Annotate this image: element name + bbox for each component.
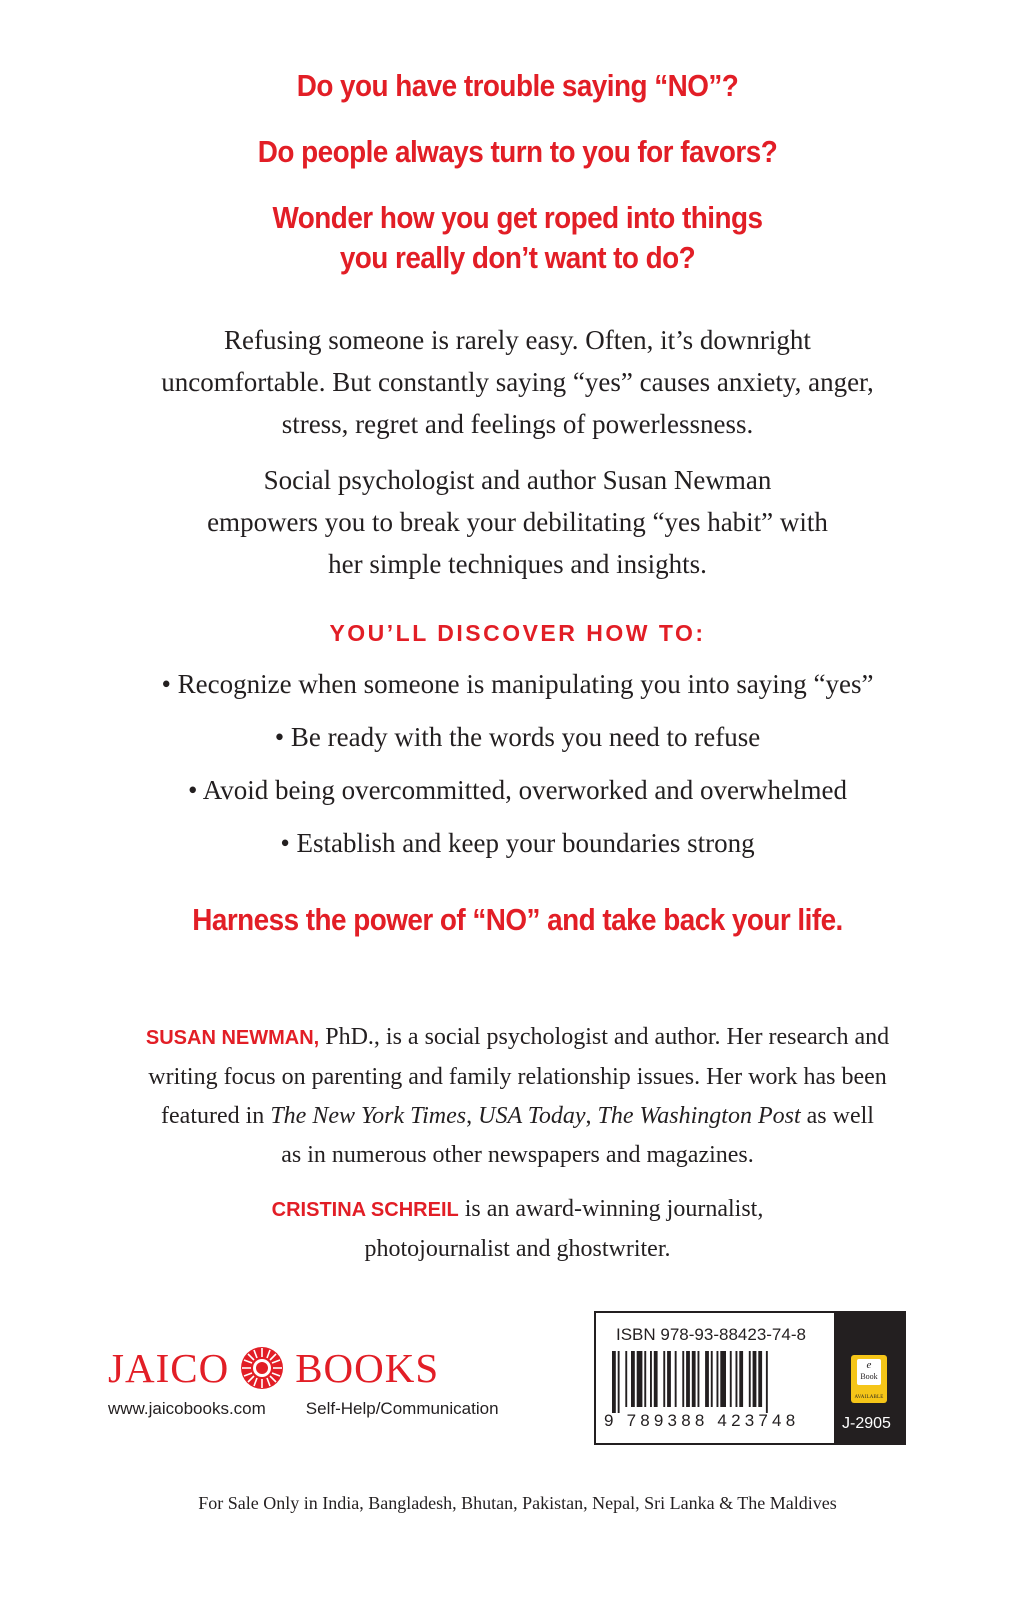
barcode-bar	[753, 1351, 757, 1407]
isbn-label: ISBN 978-93-88423-74-8	[616, 1325, 806, 1344]
barcode-bar	[698, 1351, 700, 1407]
ebook-available-icon	[851, 1355, 887, 1403]
bio-separator: ,	[466, 1103, 479, 1129]
author-name-newman: SUSAN NEWMAN,	[145, 1027, 320, 1049]
barcode-bar	[730, 1351, 732, 1407]
product-code: J-2905	[842, 1415, 891, 1432]
barcode-bar	[667, 1351, 671, 1407]
intro-paragraph-1	[0, 319, 1035, 445]
tagline: Harness the power of “NO” and take back your life.	[192, 902, 843, 937]
barcode-bar	[736, 1351, 738, 1407]
isbn-barcode-box	[594, 1311, 906, 1445]
list-item: • Avoid being overcommitted, overworked and overwhelmed	[187, 775, 848, 805]
barcode-bar	[612, 1351, 616, 1413]
bio-line	[0, 1097, 1035, 1136]
barcode-bar	[625, 1351, 627, 1407]
bio-text: as well	[800, 1103, 874, 1129]
bio-line: as in numerous other newspapers and magazines.	[281, 1142, 754, 1168]
author-bio-schreil	[0, 1190, 1035, 1269]
bio-line: photojournalist and ghostwriter.	[364, 1236, 671, 1262]
publication-wapo: The Washington Post	[597, 1103, 801, 1129]
intro-p1-line: uncomfortable. But constantly saying “yes” causes anxiety, anger,	[161, 367, 874, 397]
publication-nyt: The New York Times	[270, 1103, 467, 1129]
intro-p2-line: Social psychologist and author Susan Newman	[263, 465, 772, 495]
barcode-bar	[692, 1351, 696, 1407]
bio-line	[0, 1018, 1035, 1058]
discover-heading: YOU’LL DISCOVER HOW TO:	[329, 620, 706, 646]
barcode-bar	[654, 1351, 658, 1407]
bio-line: writing focus on parenting and family relationship issues. Her work has been	[148, 1064, 887, 1090]
barcode-bar	[618, 1351, 620, 1413]
barcode-bar	[682, 1351, 684, 1407]
bio-text: featured in	[161, 1103, 271, 1129]
list-item: • Recognize when someone is manipulating you into saying “yes”	[161, 669, 874, 699]
publication-usa-today: USA Today	[478, 1103, 586, 1129]
intro-paragraph-2	[0, 459, 1035, 585]
bio-line	[0, 1190, 1035, 1230]
publisher-website: www.jaicobooks.com	[108, 1399, 266, 1418]
publisher-info-row	[108, 1399, 499, 1419]
publisher-block	[108, 1345, 499, 1419]
hook-question-1: Do you have trouble saying “NO”?	[296, 68, 739, 103]
intro-p1-line: Refusing someone is rarely easy. Often, it’s downright	[224, 325, 811, 355]
barcode-bar	[637, 1351, 643, 1407]
bio-separator: ,	[585, 1103, 598, 1129]
barcode-bar	[644, 1351, 646, 1407]
barcode-bar	[758, 1351, 762, 1407]
barcode-bar	[686, 1351, 690, 1407]
bio-text: PhD., is a social psychologist and author. Her research and	[319, 1024, 890, 1050]
barcode-bar	[766, 1351, 768, 1413]
publisher-logo	[108, 1345, 499, 1391]
author-name-schreil: CRISTINA SCHREIL	[271, 1199, 459, 1221]
ebook-book: Book	[860, 1372, 878, 1381]
barcode-bar	[675, 1351, 677, 1407]
sun-emblem-icon	[239, 1345, 285, 1391]
ebook-available-label: AVAILABLE	[854, 1395, 884, 1400]
barcode-bar	[705, 1351, 709, 1407]
barcode-bar	[631, 1351, 635, 1407]
hook-question-3b: you really don’t want to do?	[339, 240, 696, 275]
barcode-bar	[739, 1351, 743, 1407]
list-item: • Be ready with the words you need to refuse	[274, 722, 761, 752]
barcode-bar	[717, 1351, 719, 1407]
ebook-e: e	[866, 1359, 872, 1371]
bio-text: is an award-winning journalist,	[458, 1196, 764, 1222]
barcode-bar	[749, 1351, 751, 1407]
ebook-side-panel	[834, 1313, 904, 1443]
book-category: Self-Help/Communication	[305, 1399, 499, 1418]
barcode-icon	[606, 1351, 832, 1413]
sale-territory-notice: For Sale Only in India, Bangladesh, Bhutan, Pakistan, Nepal, Sri Lanka & The Maldives	[198, 1493, 837, 1513]
list-item: • Establish and keep your boundaries strong	[280, 828, 755, 858]
intro-p1-line: stress, regret and feelings of powerlessness.	[281, 409, 754, 439]
intro-p2-line: empowers you to break your debilitating “yes habit” with	[207, 507, 828, 537]
intro-p2-line: her simple techniques and insights.	[328, 549, 707, 579]
barcode-bar	[650, 1351, 652, 1407]
publisher-name-right: BOOKS	[295, 1345, 440, 1391]
barcode-bar	[720, 1351, 726, 1407]
hook-question-3a: Wonder how you get roped into things	[272, 200, 763, 235]
publisher-name-left: JAICO	[108, 1345, 230, 1391]
barcode-bar	[663, 1351, 665, 1407]
author-bio-newman	[0, 1018, 1035, 1175]
hook-question-2: Do people always turn to you for favors?	[257, 134, 778, 169]
barcode-digits: 9 789388 423748	[604, 1411, 800, 1430]
barcode-bar	[711, 1351, 713, 1407]
